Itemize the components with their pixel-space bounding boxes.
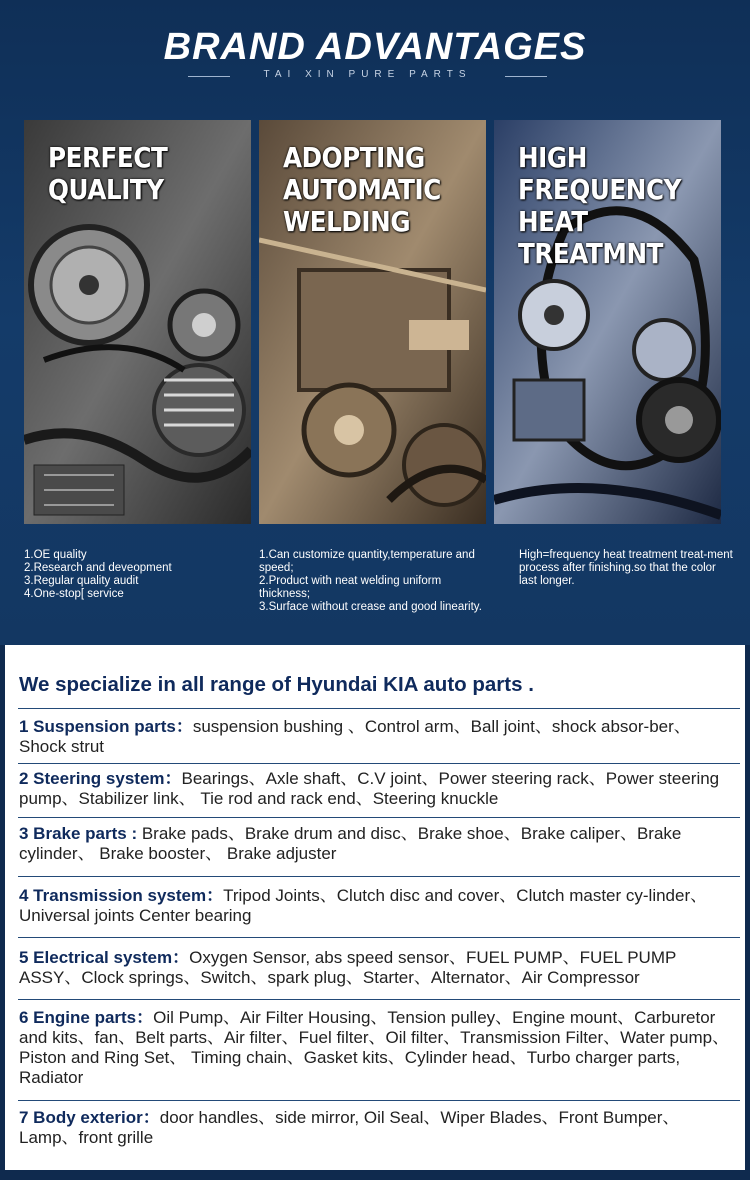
list-item-brake bbox=[19, 824, 737, 864]
panel-description bbox=[259, 549, 487, 614]
desc-line: 1.Can customize quantity,temperature and speed; bbox=[259, 549, 475, 574]
divider bbox=[18, 708, 740, 709]
divider bbox=[18, 876, 740, 877]
panel-description bbox=[24, 549, 249, 601]
range-card bbox=[5, 645, 745, 1170]
desc-line: 2.Research and deveopment bbox=[24, 562, 172, 574]
panel-heading: ADOPTING AUTOMATIC WELDING bbox=[283, 141, 441, 238]
list-item-engine bbox=[19, 1008, 737, 1088]
range-heading: We specialize in all range of Hyundai KIA auto parts . bbox=[19, 673, 534, 696]
subtitle-divider-right bbox=[505, 76, 547, 77]
page-title: BRAND ADVANTAGES bbox=[163, 26, 587, 68]
item-text: Tripod Joints、Clutch disc and cover、Clutch master cy-linder、Universal joints Center bearing bbox=[19, 886, 708, 925]
desc-line: 2.Product with neat welding uniform thickness; bbox=[259, 575, 442, 600]
subtitle-row bbox=[0, 69, 750, 83]
item-text: suspension bushing 、Control arm、Ball joint、shock absor-ber、Shock strut bbox=[19, 717, 691, 756]
subtitle: TAI XIN PURE PARTS bbox=[263, 69, 472, 80]
list-item-transmission bbox=[19, 886, 737, 926]
panel-description bbox=[519, 549, 734, 588]
item-label: 5 Electrical system： bbox=[19, 948, 190, 967]
item-label: 1 Suspension parts： bbox=[19, 717, 193, 736]
item-label: 7 Body exterior： bbox=[19, 1108, 160, 1127]
panel-heading: PERFECT QUALITY bbox=[48, 141, 168, 206]
desc-line: 3.Regular quality audit bbox=[24, 575, 139, 587]
list-item-suspension bbox=[19, 717, 737, 757]
divider bbox=[18, 937, 740, 938]
divider bbox=[18, 1100, 740, 1101]
item-label: 3 Brake parts : bbox=[19, 824, 138, 843]
item-text: Brake pads、Brake drum and disc、Brake shoe、Brake caliper、Brake cylinder、 Brake booster、 Brake adjuster bbox=[19, 824, 682, 863]
desc-line: 3.Surface without crease and good linearity. bbox=[259, 601, 482, 613]
item-text: door handles、side mirror, Oil Seal、Wiper Blades、Front Bumper、Lamp、front grille bbox=[19, 1108, 680, 1147]
desc-line: 4.One-stop[ service bbox=[24, 588, 124, 600]
item-label: 4 Transmission system： bbox=[19, 886, 224, 905]
range-section bbox=[0, 645, 750, 1180]
divider bbox=[18, 817, 740, 818]
panel-perfect-quality bbox=[24, 120, 251, 524]
item-text: Oil Pump、Air Filter Housing、Tension pulley、Engine mount、Carburetor and kits、fan、Belt parts、Air filter、Fuel filter、Oil filter、Transmission Filter、Water pump、Piston and Ring Set、 Timing chain、Gasket kits、Cylinder head、Turbo charger parts, Radiator bbox=[19, 1008, 730, 1087]
item-label: 2 Steering system： bbox=[19, 769, 182, 788]
divider bbox=[18, 763, 740, 764]
list-item-electrical bbox=[19, 948, 737, 988]
list-item-body-exterior bbox=[19, 1108, 737, 1148]
item-label: 6 Engine parts： bbox=[19, 1008, 154, 1027]
panel-heat-treatment bbox=[494, 120, 721, 524]
desc-line: High=frequency heat treatment treat-ment process after finishing.so that the color last longer. bbox=[519, 549, 733, 587]
list-item-steering bbox=[19, 769, 737, 809]
desc-line: 1.OE quality bbox=[24, 549, 87, 561]
item-text: Oxygen Sensor, abs speed sensor、FUEL PUMP、FUEL PUMP ASSY、Clock springs、Switch、spark plug、Starter、Alternator、Air Compressor bbox=[19, 948, 677, 987]
item-text: Bearings、Axle shaft、C.V joint、Power steering rack、Power steering pump、Stabilizer link、 Tie rod and rack end、Steering knuckle bbox=[19, 769, 720, 808]
divider bbox=[18, 999, 740, 1000]
panel-heading: HIGH FREQUENCY HEAT TREATMNT bbox=[518, 141, 682, 270]
subtitle-divider-left bbox=[188, 76, 230, 77]
panel-automatic-welding bbox=[259, 120, 486, 524]
